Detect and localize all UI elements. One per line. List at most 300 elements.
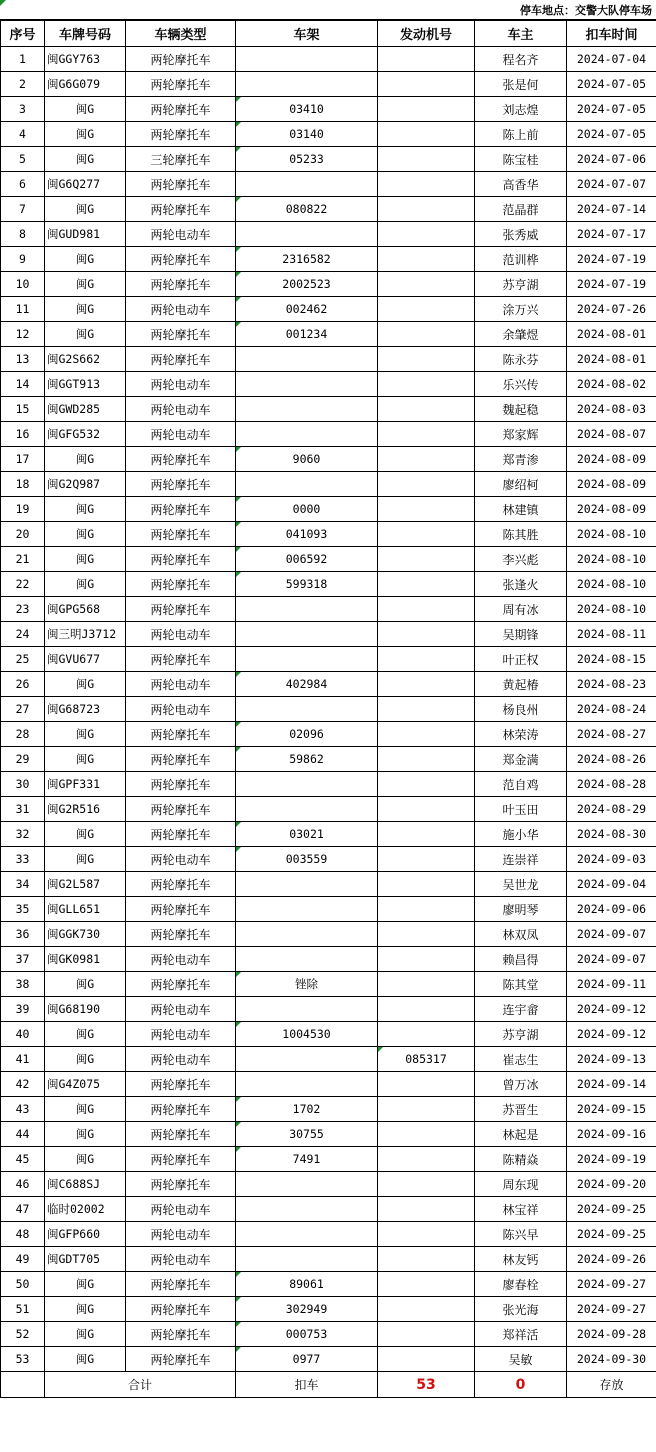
cell-detain-date: 2024-09-15 <box>567 1097 656 1122</box>
cell-owner: 林双凤 <box>475 922 567 947</box>
table-row <box>1 1122 656 1147</box>
cell-engine <box>378 347 475 372</box>
cell-owner: 林宝祥 <box>475 1197 567 1222</box>
cell-plate: 闽G <box>45 497 126 522</box>
cell-owner: 刘志煌 <box>475 97 567 122</box>
table-row <box>1 1047 656 1072</box>
cell-vehicle-type: 两轮电动车 <box>126 997 236 1022</box>
cell-plate: 闽G <box>45 447 126 472</box>
cell-frame <box>236 647 378 672</box>
cell-vehicle-type: 两轮摩托车 <box>126 522 236 547</box>
cell-frame <box>236 597 378 622</box>
cell-index: 1 <box>1 47 45 72</box>
cell-detain-date: 2024-08-29 <box>567 797 656 822</box>
cell-engine <box>378 1097 475 1122</box>
table-row <box>1 697 656 722</box>
cell-owner: 陈永芬 <box>475 347 567 372</box>
cell-index: 50 <box>1 1272 45 1297</box>
cell-vehicle-type: 两轮摩托车 <box>126 972 236 997</box>
cell-engine <box>378 72 475 97</box>
cell-index: 47 <box>1 1197 45 1222</box>
cell-owner: 乐兴传 <box>475 372 567 397</box>
cell-owner: 陈兴早 <box>475 1222 567 1247</box>
table-row <box>1 1222 656 1247</box>
cell-frame <box>236 472 378 497</box>
cell-detain-date: 2024-07-05 <box>567 72 656 97</box>
cell-detain-date: 2024-08-01 <box>567 322 656 347</box>
table-row <box>1 197 656 222</box>
cell-frame: 2002523 <box>236 272 378 297</box>
cell-engine <box>378 672 475 697</box>
cell-plate: 闽G <box>45 1347 126 1372</box>
cell-frame <box>236 47 378 72</box>
cell-frame: 402984 <box>236 672 378 697</box>
cell-owner: 赖昌得 <box>475 947 567 972</box>
cell-engine <box>378 872 475 897</box>
table-row <box>1 297 656 322</box>
cell-detain-date: 2024-08-09 <box>567 447 656 472</box>
cell-frame <box>236 997 378 1022</box>
cell-plate: 闽G <box>45 1322 126 1347</box>
cell-vehicle-type: 两轮摩托车 <box>126 1072 236 1097</box>
cell-vehicle-type: 两轮电动车 <box>126 397 236 422</box>
table-row <box>1 622 656 647</box>
cell-detain-date: 2024-07-17 <box>567 222 656 247</box>
cell-frame: 302949 <box>236 1297 378 1322</box>
cell-index: 48 <box>1 1222 45 1247</box>
cell-index: 16 <box>1 422 45 447</box>
cell-engine <box>378 922 475 947</box>
cell-vehicle-type: 两轮摩托车 <box>126 497 236 522</box>
cell-detain-date: 2024-08-24 <box>567 697 656 722</box>
cell-plate: 闽G <box>45 147 126 172</box>
cell-plate: 闽G4Z075 <box>45 1072 126 1097</box>
table-row <box>1 1297 656 1322</box>
cell-frame <box>236 222 378 247</box>
table-row <box>1 1347 656 1372</box>
table-row <box>1 422 656 447</box>
table-row <box>1 822 656 847</box>
cell-engine <box>378 947 475 972</box>
table-row <box>1 997 656 1022</box>
cell-engine <box>378 972 475 997</box>
cell-frame <box>236 422 378 447</box>
table-row <box>1 1072 656 1097</box>
cell-index: 9 <box>1 247 45 272</box>
cell-index: 28 <box>1 722 45 747</box>
table-row <box>1 322 656 347</box>
cell-detain-date: 2024-07-05 <box>567 122 656 147</box>
header-frame: 车架 <box>236 21 378 47</box>
cell-frame <box>236 922 378 947</box>
cell-index: 39 <box>1 997 45 1022</box>
cell-plate: 闽G <box>45 97 126 122</box>
cell-detain-date: 2024-07-04 <box>567 47 656 72</box>
cell-frame: 59862 <box>236 747 378 772</box>
cell-vehicle-type: 两轮摩托车 <box>126 447 236 472</box>
cell-owner: 连宇畲 <box>475 997 567 1022</box>
cell-plate: 闽G <box>45 122 126 147</box>
cell-index: 36 <box>1 922 45 947</box>
table-row <box>1 597 656 622</box>
cell-vehicle-type: 两轮摩托车 <box>126 472 236 497</box>
cell-detain-date: 2024-08-11 <box>567 622 656 647</box>
cell-vehicle-type: 两轮摩托车 <box>126 97 236 122</box>
cell-detain-date: 2024-08-10 <box>567 522 656 547</box>
header-detain-date: 扣车时间 <box>567 21 656 47</box>
cell-index: 24 <box>1 622 45 647</box>
cell-detain-date: 2024-08-01 <box>567 347 656 372</box>
cell-detain-date: 2024-08-23 <box>567 672 656 697</box>
summary-release-count: 0 <box>475 1372 567 1398</box>
cell-vehicle-type: 两轮摩托车 <box>126 272 236 297</box>
table-row <box>1 472 656 497</box>
cell-engine <box>378 397 475 422</box>
cell-plate: 闽G <box>45 547 126 572</box>
cell-owner: 范训桦 <box>475 247 567 272</box>
header-owner: 车主 <box>475 21 567 47</box>
parking-location: 停车地点：交警大队停车场 <box>520 4 652 17</box>
cell-frame <box>236 772 378 797</box>
cell-engine <box>378 1122 475 1147</box>
cell-index: 31 <box>1 797 45 822</box>
cell-frame: 006592 <box>236 547 378 572</box>
cell-plate: 闽C688SJ <box>45 1172 126 1197</box>
cell-owner: 廖春栓 <box>475 1272 567 1297</box>
cell-engine <box>378 747 475 772</box>
cell-owner: 魏起稳 <box>475 397 567 422</box>
sheet-top-bar <box>0 0 656 20</box>
cell-frame <box>236 372 378 397</box>
cell-plate: 闽GPF331 <box>45 772 126 797</box>
cell-detain-date: 2024-08-09 <box>567 472 656 497</box>
cell-owner: 张秀威 <box>475 222 567 247</box>
cell-owner: 叶玉田 <box>475 797 567 822</box>
cell-plate: 闽G <box>45 247 126 272</box>
cell-frame <box>236 947 378 972</box>
cell-owner: 李兴彪 <box>475 547 567 572</box>
cell-index: 51 <box>1 1297 45 1322</box>
cell-vehicle-type: 两轮摩托车 <box>126 1272 236 1297</box>
cell-frame: 30755 <box>236 1122 378 1147</box>
cell-detain-date: 2024-07-07 <box>567 172 656 197</box>
cell-vehicle-type: 两轮摩托车 <box>126 797 236 822</box>
cell-vehicle-type: 两轮电动车 <box>126 622 236 647</box>
cell-vehicle-type: 两轮摩托车 <box>126 322 236 347</box>
table-row <box>1 947 656 972</box>
cell-engine <box>378 272 475 297</box>
cell-detain-date: 2024-08-10 <box>567 597 656 622</box>
cell-engine <box>378 1347 475 1372</box>
cell-owner: 林荣涛 <box>475 722 567 747</box>
cell-vehicle-type: 两轮电动车 <box>126 672 236 697</box>
cell-detain-date: 2024-08-26 <box>567 747 656 772</box>
cell-frame: 9060 <box>236 447 378 472</box>
cell-frame <box>236 797 378 822</box>
table-row <box>1 847 656 872</box>
cell-vehicle-type: 两轮摩托车 <box>126 1172 236 1197</box>
cell-plate: 临时02002 <box>45 1197 126 1222</box>
cell-engine <box>378 597 475 622</box>
cell-plate: 闽G6Q277 <box>45 172 126 197</box>
cell-engine <box>378 522 475 547</box>
cell-frame: 05233 <box>236 147 378 172</box>
cell-index: 11 <box>1 297 45 322</box>
cell-index: 38 <box>1 972 45 997</box>
header-index: 序号 <box>1 21 45 47</box>
cell-detain-date: 2024-08-07 <box>567 422 656 447</box>
cell-plate: 闽G <box>45 847 126 872</box>
cell-engine <box>378 447 475 472</box>
cell-engine <box>378 572 475 597</box>
cell-owner: 范自鸡 <box>475 772 567 797</box>
cell-detain-date: 2024-09-12 <box>567 1022 656 1047</box>
cell-owner: 黄起椿 <box>475 672 567 697</box>
summary-row <box>1 1372 656 1398</box>
cell-index: 49 <box>1 1247 45 1272</box>
summary-blank <box>1 1372 45 1398</box>
cell-owner: 范晶群 <box>475 197 567 222</box>
table-row <box>1 922 656 947</box>
cell-owner: 郑家辉 <box>475 422 567 447</box>
cell-vehicle-type: 两轮摩托车 <box>126 1122 236 1147</box>
cell-detain-date: 2024-08-03 <box>567 397 656 422</box>
cell-vehicle-type: 两轮摩托车 <box>126 1147 236 1172</box>
cell-vehicle-type: 两轮电动车 <box>126 422 236 447</box>
cell-index: 35 <box>1 897 45 922</box>
cell-engine <box>378 1197 475 1222</box>
cell-plate: 闽G <box>45 747 126 772</box>
cell-vehicle-type: 三轮摩托车 <box>126 147 236 172</box>
cell-detain-date: 2024-08-28 <box>567 772 656 797</box>
cell-owner: 郑祥活 <box>475 1322 567 1347</box>
table-row <box>1 222 656 247</box>
cell-index: 41 <box>1 1047 45 1072</box>
cell-detain-date: 2024-07-26 <box>567 297 656 322</box>
cell-plate: 闽G <box>45 272 126 297</box>
cell-index: 40 <box>1 1022 45 1047</box>
cell-index: 29 <box>1 747 45 772</box>
cell-plate: 闽G <box>45 522 126 547</box>
cell-vehicle-type: 两轮摩托车 <box>126 772 236 797</box>
cell-detain-date: 2024-09-03 <box>567 847 656 872</box>
summary-detain-count: 53 <box>378 1372 475 1398</box>
cell-engine <box>378 472 475 497</box>
cell-engine <box>378 1147 475 1172</box>
cell-engine <box>378 847 475 872</box>
table-row <box>1 97 656 122</box>
cell-plate: 闽G <box>45 297 126 322</box>
table-row <box>1 522 656 547</box>
cell-frame: 001234 <box>236 322 378 347</box>
cell-plate: 闽GLL651 <box>45 897 126 922</box>
cell-vehicle-type: 两轮摩托车 <box>126 922 236 947</box>
cell-owner: 程名齐 <box>475 47 567 72</box>
cell-frame: 080822 <box>236 197 378 222</box>
cell-vehicle-type: 两轮摩托车 <box>126 1347 236 1372</box>
cell-engine <box>378 1297 475 1322</box>
cell-plate: 闽G <box>45 722 126 747</box>
cell-vehicle-type: 两轮摩托车 <box>126 597 236 622</box>
cell-plate: 闽GGT913 <box>45 372 126 397</box>
cell-index: 17 <box>1 447 45 472</box>
table-row <box>1 897 656 922</box>
cell-index: 5 <box>1 147 45 172</box>
cell-frame: 000753 <box>236 1322 378 1347</box>
cell-frame: 03140 <box>236 122 378 147</box>
cell-marker-icon <box>0 0 6 6</box>
cell-frame: 041093 <box>236 522 378 547</box>
cell-engine <box>378 197 475 222</box>
cell-engine <box>378 147 475 172</box>
cell-frame <box>236 697 378 722</box>
cell-index: 2 <box>1 72 45 97</box>
cell-engine <box>378 547 475 572</box>
table-row <box>1 672 656 697</box>
cell-engine <box>378 247 475 272</box>
cell-owner: 郑金满 <box>475 747 567 772</box>
cell-detain-date: 2024-07-05 <box>567 97 656 122</box>
cell-vehicle-type: 两轮摩托车 <box>126 172 236 197</box>
cell-plate: 闽G <box>45 1272 126 1297</box>
cell-vehicle-type: 两轮摩托车 <box>126 722 236 747</box>
cell-index: 8 <box>1 222 45 247</box>
cell-frame <box>236 1047 378 1072</box>
cell-index: 19 <box>1 497 45 522</box>
cell-frame: 599318 <box>236 572 378 597</box>
table-row <box>1 647 656 672</box>
cell-detain-date: 2024-08-27 <box>567 722 656 747</box>
cell-detain-date: 2024-09-16 <box>567 1122 656 1147</box>
table-row <box>1 122 656 147</box>
cell-detain-date: 2024-09-26 <box>567 1247 656 1272</box>
cell-index: 32 <box>1 822 45 847</box>
table-row <box>1 397 656 422</box>
cell-engine <box>378 122 475 147</box>
cell-vehicle-type: 两轮电动车 <box>126 1197 236 1222</box>
cell-index: 34 <box>1 872 45 897</box>
cell-plate: 闽G2S662 <box>45 347 126 372</box>
cell-detain-date: 2024-09-04 <box>567 872 656 897</box>
cell-plate: 闽G <box>45 822 126 847</box>
cell-frame: 7491 <box>236 1147 378 1172</box>
cell-vehicle-type: 两轮电动车 <box>126 947 236 972</box>
table-row <box>1 1197 656 1222</box>
cell-index: 27 <box>1 697 45 722</box>
cell-index: 18 <box>1 472 45 497</box>
cell-index: 25 <box>1 647 45 672</box>
table-row <box>1 72 656 97</box>
cell-owner: 苏亨湖 <box>475 1022 567 1047</box>
cell-engine <box>378 1247 475 1272</box>
cell-plate: 闽G <box>45 572 126 597</box>
cell-owner: 张逢火 <box>475 572 567 597</box>
cell-engine <box>378 1322 475 1347</box>
table-row <box>1 1322 656 1347</box>
cell-owner: 陈其堂 <box>475 972 567 997</box>
cell-detain-date: 2024-09-12 <box>567 997 656 1022</box>
cell-vehicle-type: 两轮电动车 <box>126 1022 236 1047</box>
cell-engine <box>378 422 475 447</box>
cell-plate: 闽G <box>45 1047 126 1072</box>
cell-detain-date: 2024-09-27 <box>567 1272 656 1297</box>
cell-detain-date: 2024-09-14 <box>567 1072 656 1097</box>
cell-detain-date: 2024-07-06 <box>567 147 656 172</box>
cell-vehicle-type: 两轮摩托车 <box>126 122 236 147</box>
cell-plate: 闽G6G079 <box>45 72 126 97</box>
cell-index: 10 <box>1 272 45 297</box>
cell-frame: 0000 <box>236 497 378 522</box>
cell-vehicle-type: 两轮电动车 <box>126 222 236 247</box>
cell-index: 20 <box>1 522 45 547</box>
cell-detain-date: 2024-07-14 <box>567 197 656 222</box>
detained-vehicles-table <box>0 20 656 1398</box>
summary-total-label: 合计 <box>45 1372 236 1398</box>
cell-index: 52 <box>1 1322 45 1347</box>
table-row <box>1 447 656 472</box>
cell-vehicle-type: 两轮摩托车 <box>126 1097 236 1122</box>
cell-owner: 廖明琴 <box>475 897 567 922</box>
cell-plate: 闽G <box>45 972 126 997</box>
cell-vehicle-type: 两轮摩托车 <box>126 1322 236 1347</box>
cell-owner: 连崇祥 <box>475 847 567 872</box>
cell-owner: 林建镇 <box>475 497 567 522</box>
header-plate: 车牌号码 <box>45 21 126 47</box>
cell-engine <box>378 97 475 122</box>
cell-index: 4 <box>1 122 45 147</box>
cell-vehicle-type: 两轮电动车 <box>126 297 236 322</box>
cell-owner: 施小华 <box>475 822 567 847</box>
table-row <box>1 1022 656 1047</box>
table-row <box>1 1247 656 1272</box>
cell-vehicle-type: 两轮摩托车 <box>126 822 236 847</box>
table-row <box>1 247 656 272</box>
cell-plate: 闽GPG568 <box>45 597 126 622</box>
cell-plate: 闽G <box>45 197 126 222</box>
cell-vehicle-type: 两轮摩托车 <box>126 872 236 897</box>
cell-owner: 林起是 <box>475 1122 567 1147</box>
cell-owner: 涂万兴 <box>475 297 567 322</box>
cell-frame <box>236 72 378 97</box>
cell-frame <box>236 1197 378 1222</box>
cell-engine: 085317 <box>378 1047 475 1072</box>
cell-frame <box>236 397 378 422</box>
table-row <box>1 1147 656 1172</box>
header-vehicle-type: 车辆类型 <box>126 21 236 47</box>
cell-frame <box>236 1172 378 1197</box>
cell-owner: 苏晋生 <box>475 1097 567 1122</box>
table-row <box>1 872 656 897</box>
cell-detain-date: 2024-07-19 <box>567 247 656 272</box>
cell-owner: 陈其胜 <box>475 522 567 547</box>
cell-vehicle-type: 两轮摩托车 <box>126 72 236 97</box>
table-row <box>1 172 656 197</box>
cell-plate: 闽GGY763 <box>45 47 126 72</box>
cell-vehicle-type: 两轮摩托车 <box>126 547 236 572</box>
cell-frame <box>236 872 378 897</box>
cell-frame: 1004530 <box>236 1022 378 1047</box>
cell-frame <box>236 1247 378 1272</box>
cell-frame: 03410 <box>236 97 378 122</box>
cell-owner: 叶正权 <box>475 647 567 672</box>
table-row <box>1 547 656 572</box>
cell-engine <box>378 822 475 847</box>
cell-plate: 闽G2Q987 <box>45 472 126 497</box>
cell-plate: 闽GWD285 <box>45 397 126 422</box>
cell-plate: 闽G68723 <box>45 697 126 722</box>
cell-vehicle-type: 两轮电动车 <box>126 697 236 722</box>
table-row <box>1 1172 656 1197</box>
